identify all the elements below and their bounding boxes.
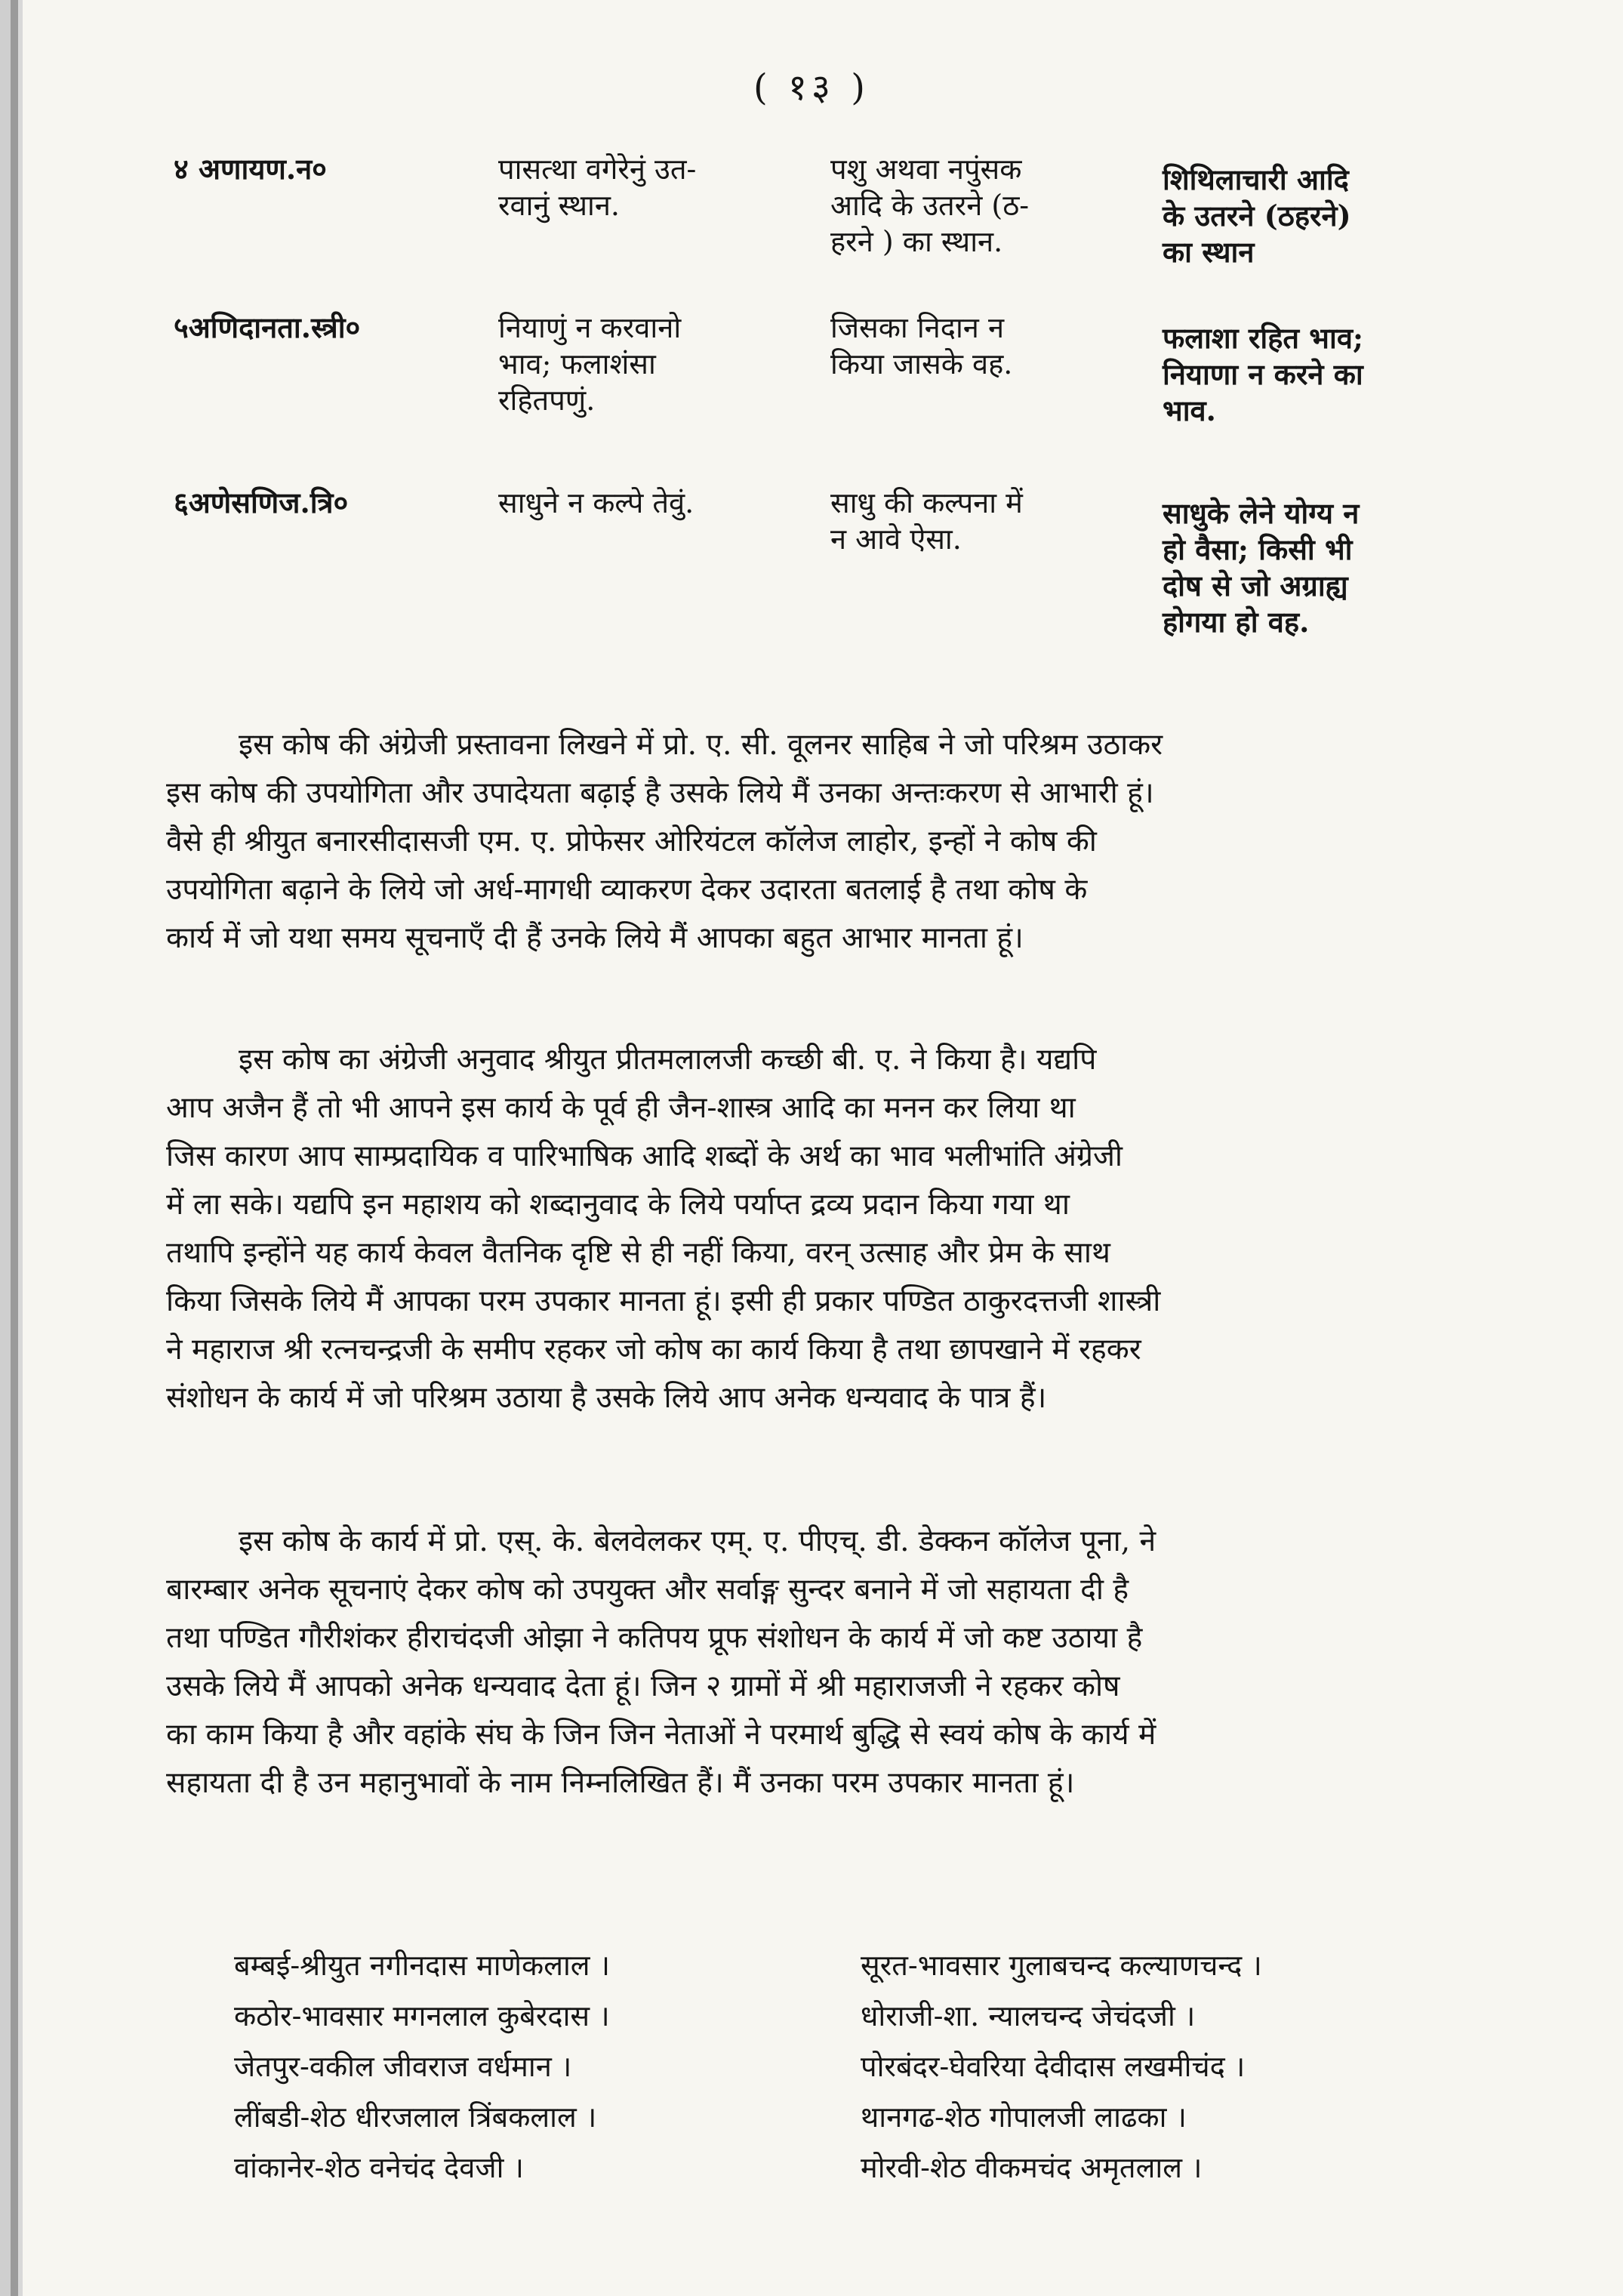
text-line: के उतरने (ठहरने)	[1163, 199, 1351, 233]
donor-entry: पोरबंदर-घेवरिया देवीदास लखमीचंद ।	[861, 2050, 1246, 2083]
donor-entry: बम्बई-श्रीयुत नगीनदास माणेकलाल ।	[234, 1949, 611, 1982]
text-line: संशोधन के कार्य में जो परिश्रम उठाया है उसके लिये आप अनेक धन्यवाद के पात्र हैं।	[166, 1381, 1047, 1415]
entry-hindi-meaning	[830, 310, 1163, 485]
text-line: साधु की कल्पना में	[830, 486, 1023, 519]
entry-hindi-meaning-2	[1163, 151, 1495, 310]
text-line: रहितपणुं.	[498, 384, 596, 417]
donor-entry: लींबडी-शेठ धीरजलाल त्रिंबकलाल ।	[234, 2100, 597, 2134]
entry-gujarati-meaning	[498, 151, 830, 310]
text-line: में ला सके। यद्यपि इन महाशय को शब्दानुवाद के लिये पर्याप्त द्रव्य प्रदान किया गया था	[166, 1188, 1070, 1222]
scan-edge-strip	[0, 0, 30, 2296]
text-line: इस कोष की उपयोगिता और उपादेयता बढ़ाई है उसके लिये मैं उनका अन्तःकरण से आभारी हूं।	[166, 776, 1154, 810]
text-line: रवानुं स्थान.	[498, 189, 620, 222]
donor-entry: थानगढ-शेठ गोपालजी लाढका ।	[861, 2100, 1187, 2134]
text-line	[166, 1036, 1510, 1084]
text-line: दोष से जो अग्राह्य	[1163, 569, 1348, 603]
dictionary-entry	[174, 151, 1495, 310]
donor-entry: जेतपुर-वकील जीवराज वर्धमान ।	[234, 2050, 572, 2083]
paragraph-acknowledgement-1	[166, 721, 1510, 963]
text-line: फलाशा रहित भाव;	[1163, 321, 1363, 355]
text-line	[166, 1518, 1510, 1566]
text-span: इस कोष के कार्य में प्रो. एस्. के. बेलवेलकर एम्. ए. पीएच्. डी. डेक्कन कॉलेज पूना, ने	[239, 1524, 1156, 1558]
entry-headword: ५अणिदानता.स्त्री०	[174, 310, 361, 344]
paragraph-acknowledgement-3	[166, 1518, 1510, 1808]
text-line: किया जिसके लिये मैं आपका परम उपकार मानता हूं। इसी ही प्रकार पण्डित ठाकुरदत्तजी शास्त्री	[166, 1284, 1161, 1318]
text-line: आदि के उतरने (ठ-	[830, 189, 1030, 222]
donor-entry: धोराजी-शा. न्यालचन्द जेचंदजी ।	[861, 1999, 1196, 2032]
text-line: होगया हो वह.	[1163, 605, 1310, 639]
entry-hindi-meaning-2	[1163, 485, 1495, 681]
text-line: हरने ) का स्थान.	[830, 225, 1003, 258]
text-line: का स्थान	[1163, 235, 1255, 269]
text-span: इस कोष का अंग्रेजी अनुवाद श्रीयुत प्रीतमलालजी कच्छी बी. ए. ने किया है। यद्यपि	[239, 1043, 1097, 1077]
entry-hindi-meaning	[830, 485, 1163, 681]
entry-gujarati-meaning	[498, 310, 830, 485]
text-line: वैसे ही श्रीयुत बनारसीदासजी एम. ए. प्रोफेसर ओरियंटल कॉलेज लाहोर, इन्हों ने कोष की	[166, 824, 1097, 858]
text-line: पासत्था वगेरेनुं उत-	[498, 153, 697, 186]
dictionary-entries	[174, 151, 1495, 681]
text-line: सहायता दी है उन महानुभावों के नाम निम्नलिखित हैं। मैं उनका परम उपकार मानता हूं।	[166, 1766, 1075, 1800]
donor-entry: वांकानेर-शेठ वनेचंद देवजी ।	[234, 2151, 524, 2184]
dictionary-entry	[174, 310, 1495, 485]
text-line: हो वैसा; किसी भी	[1163, 532, 1353, 566]
donor-column-right	[861, 1940, 1464, 2193]
text-line: ने महाराज श्री रत्नचन्द्रजी के समीप रहकर जो कोष का कार्य किया है तथा छापखाने में रहकर	[166, 1333, 1141, 1367]
entry-headword: ४ अणायण.न०	[174, 152, 327, 186]
text-line: भाव.	[1163, 393, 1216, 427]
text-line: साधुने न कल्पे तेवुं.	[498, 486, 694, 519]
text-line: जिसका निदान न	[830, 311, 1005, 344]
text-line: भाव; फलाशंसा	[498, 347, 656, 381]
paragraph-acknowledgement-2	[166, 1036, 1510, 1422]
entry-headword: ६अणेसणिज.त्रि०	[174, 485, 349, 519]
donor-entry: मोरवी-शेठ वीकमचंद अमृतलाल ।	[861, 2151, 1203, 2184]
page-number: ( १३ )	[753, 66, 870, 109]
entry-hindi-meaning-2	[1163, 310, 1495, 485]
text-span: इस कोष की अंग्रेजी प्रस्तावना लिखने में प्रो. ए. सी. वूलनर साहिब ने जो परिश्रम उठाकर	[239, 728, 1163, 762]
text-line: पशु अथवा नपुंसक	[830, 153, 1022, 186]
donor-column-left	[234, 1940, 861, 2193]
text-line: कार्य में जो यथा समय सूचनाएँ दी हैं उनके लिये मैं आपका बहुत आभार मानता हूं।	[166, 921, 1024, 955]
text-line: तथापि इन्होंने यह कार्य केवल वैतनिक दृष्टि से ही नहीं किया, वरन् उत्साह और प्रेम के साथ	[166, 1236, 1110, 1270]
text-line: न आवे ऐसा.	[830, 522, 962, 556]
text-line: तथा पण्डित गौरीशंकर हीराचंदजी ओझा ने कतिपय प्रूफ संशोधन के कार्य में जो कष्ट उठाया है	[166, 1621, 1143, 1655]
text-line: बारम्बार अनेक सूचनाएं देकर कोष को उपयुक्त और सर्वाङ्ग सुन्दर बनाने में जो सहायता दी है	[166, 1573, 1129, 1607]
text-line: का काम किया है और वहांके संघ के जिन जिन नेताओं ने परमार्थ बुद्धि से स्वयं कोष के कार्य में	[166, 1718, 1156, 1752]
text-line: उसके लिये मैं आपको अनेक धन्यवाद देता हूं। जिन २ ग्रामों में श्री महाराजजी ने रहकर कोष	[166, 1669, 1120, 1703]
dictionary-entry	[174, 485, 1495, 681]
text-line: साधुके लेने योग्य न	[1163, 496, 1360, 530]
text-line	[166, 721, 1510, 769]
text-line: शिथिलाचारी आदि	[1163, 162, 1349, 196]
donor-entry: कठोर-भावसार मगनलाल कुबेरदास ।	[234, 1999, 610, 2032]
entry-gujarati-meaning	[498, 485, 830, 681]
text-line: आप अजैन हैं तो भी आपने इस कार्य के पूर्व ही जैन-शास्त्र आदि का मनन कर लिया था	[166, 1091, 1076, 1125]
text-line: किया जासके वह.	[830, 347, 1013, 381]
entry-hindi-meaning	[830, 151, 1163, 310]
text-line: नियाणा न करने का	[1163, 357, 1363, 391]
donor-list	[234, 1940, 1517, 2193]
donor-entry: सूरत-भावसार गुलाबचन्द कल्याणचन्द ।	[861, 1949, 1262, 1982]
text-line: उपयोगिता बढ़ाने के लिये जो अर्ध-मागधी व्याकरण देकर उदारता बतलाई है तथा कोष के	[166, 873, 1088, 907]
text-line: नियाणुं न करवानो	[498, 311, 682, 344]
text-line: जिस कारण आप साम्प्रदायिक व पारिभाषिक आदि शब्दों के अर्थ का भाव भलीभांति अंग्रेजी	[166, 1139, 1123, 1173]
